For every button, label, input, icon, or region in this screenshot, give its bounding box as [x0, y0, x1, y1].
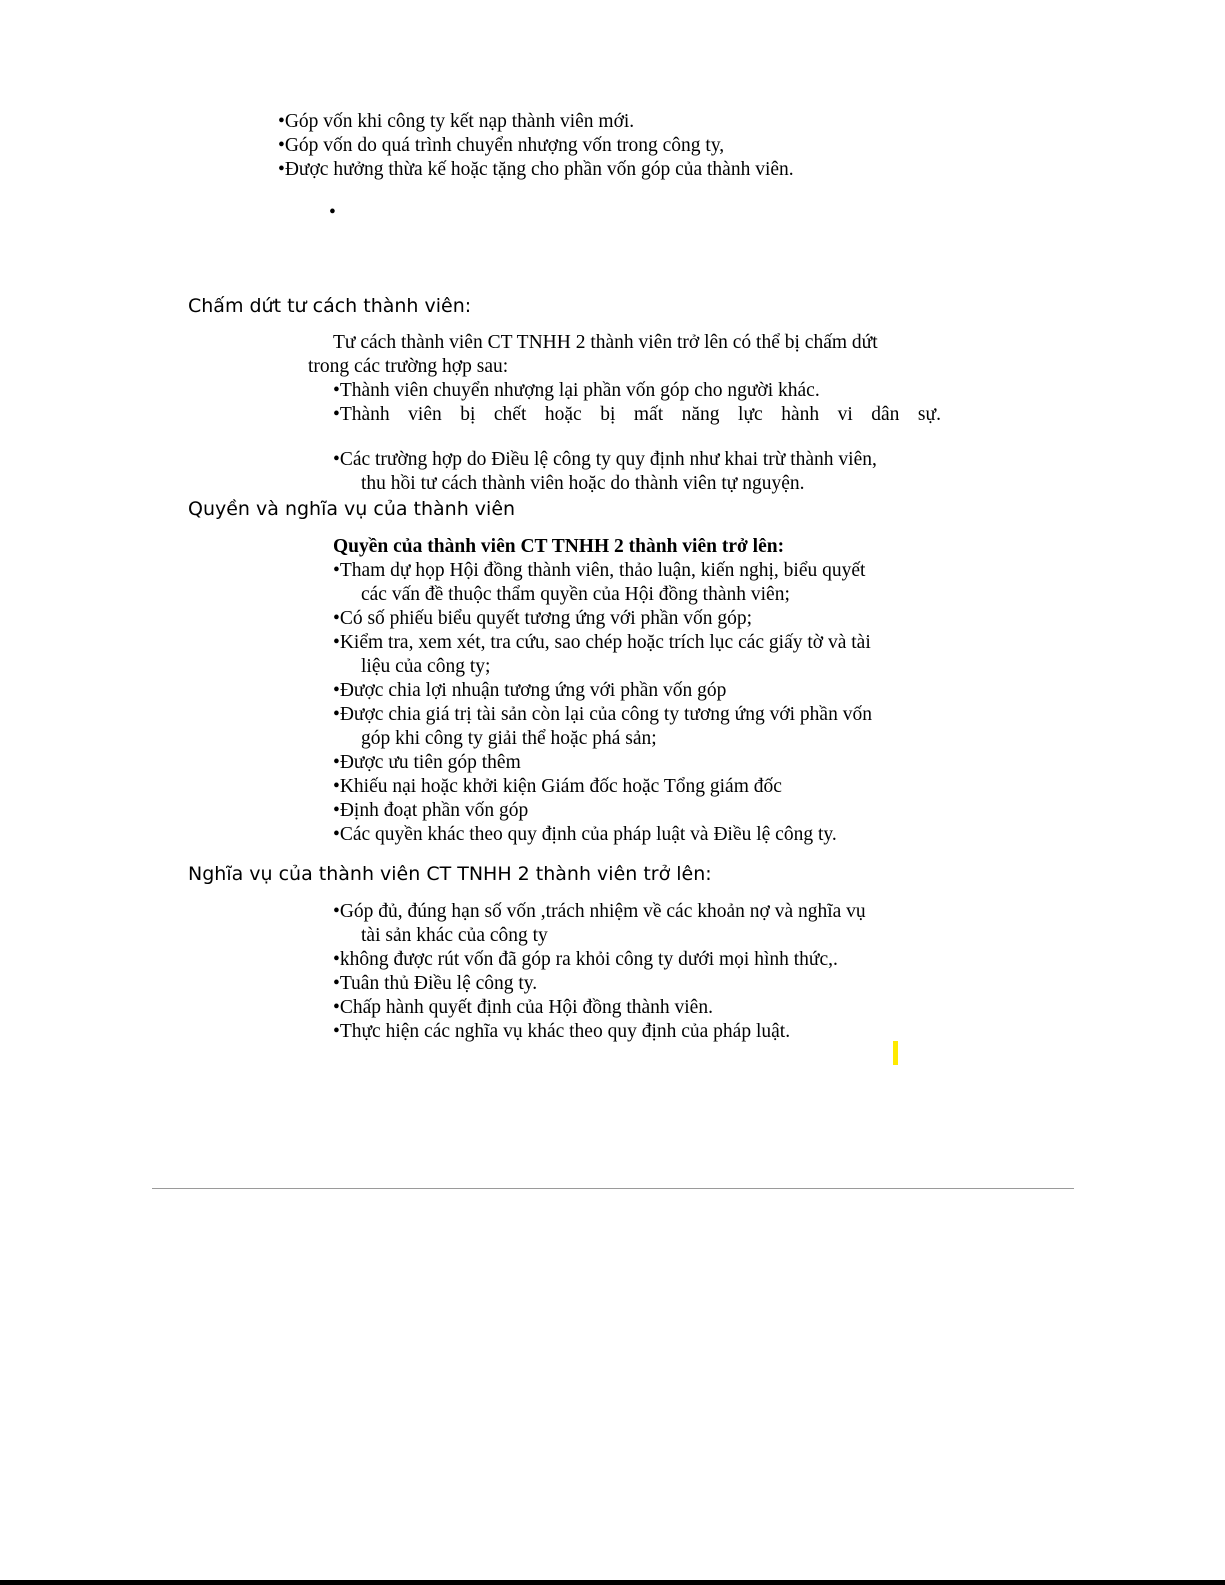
list-item: •không được rút vốn đã góp ra khỏi công ty dưới mọi hình thức,. [333, 949, 838, 970]
list-item: •Định đoạt phần vốn góp [333, 800, 529, 821]
list-item: •Được chia giá trị tài sản còn lại của công ty tương ứng với phần vốn [333, 704, 872, 725]
list-item: •Kiểm tra, xem xét, tra cứu, sao chép hoặc trích lục các giấy tờ và tài [333, 632, 871, 653]
list-item: •Góp vốn do quá trình chuyển nhượng vốn trong công ty, [278, 135, 725, 156]
list-item: •Các quyền khác theo quy định của pháp luật và Điều lệ công ty. [333, 824, 837, 845]
rights-list [333, 535, 872, 847]
list-item: •Góp vốn khi công ty kết nạp thành viên mới. [278, 111, 635, 132]
termination-intro-line1: Tư cách thành viên CT TNHH 2 thành viên trở lên có thể bị chấm dứt [333, 332, 878, 353]
list-item: •Góp đủ, đúng hạn số vốn ,trách nhiệm về các khoản nợ và nghĩa vụ [333, 901, 866, 922]
termination-heading: Chấm dứt tư cách thành viên: [188, 295, 472, 317]
page-divider [152, 1188, 1074, 1189]
list-item: •Thành viên chuyển nhượng lại phần vốn góp cho người khác. [333, 380, 820, 401]
rights-subheading: Quyền của thành viên CT TNHH 2 thành viên trở lên: [333, 536, 785, 557]
obligations-heading: Nghĩa vụ của thành viên CT TNHH 2 thành viên trở lên: [188, 863, 712, 885]
list-item: •Được ưu tiên góp thêm [333, 752, 521, 773]
text-cursor-highlight[interactable] [893, 1041, 898, 1065]
list-item: •Các trường hợp do Điều lệ công ty quy định như khai trừ thành viên, thu hồi tư cách thành viên hoặc do thành viên tự nguyện. [333, 449, 877, 494]
empty-bullet: • [329, 202, 336, 223]
list-item: •Được chia lợi nhuận tương ứng với phần vốn góp [333, 680, 727, 701]
list-item: •Khiếu nại hoặc khởi kiện Giám đốc hoặc Tổng giám đốc [333, 776, 782, 797]
list-item: tài sản khác của công ty [361, 925, 548, 946]
list-item: •Thực hiện các nghĩa vụ khác theo quy định của pháp luật. [333, 1021, 791, 1042]
list-item: •Có số phiếu biểu quyết tương ứng với phần vốn góp; [333, 608, 753, 629]
intro-list [278, 110, 794, 182]
rights-heading: Quyền và nghĩa vụ của thành viên [188, 498, 516, 520]
list-item: •Chấp hành quyết định của Hội đồng thành viên. [333, 997, 713, 1018]
page-bottom-edge [0, 1580, 1225, 1585]
list-item: •Tuân thủ Điều lệ công ty. [333, 973, 538, 994]
termination-intro-line2: trong các trường hợp sau: [308, 356, 509, 377]
list-item: •Tham dự họp Hội đồng thành viên, thảo luận, kiến nghị, biểu quyết [333, 560, 866, 581]
list-item: liệu của công ty; [361, 656, 491, 677]
obligations-list [333, 900, 866, 1044]
list-item: các vấn đề thuộc thẩm quyền của Hội đồng thành viên; [361, 584, 790, 605]
list-item: •Được hưởng thừa kế hoặc tặng cho phần vốn góp của thành viên. [278, 159, 794, 180]
justified-list-item: •Thành viên bị chết hoặc bị mất năng lực hành vi dân sự. [333, 404, 941, 425]
list-item: góp khi công ty giải thể hoặc phá sản; [361, 728, 657, 749]
